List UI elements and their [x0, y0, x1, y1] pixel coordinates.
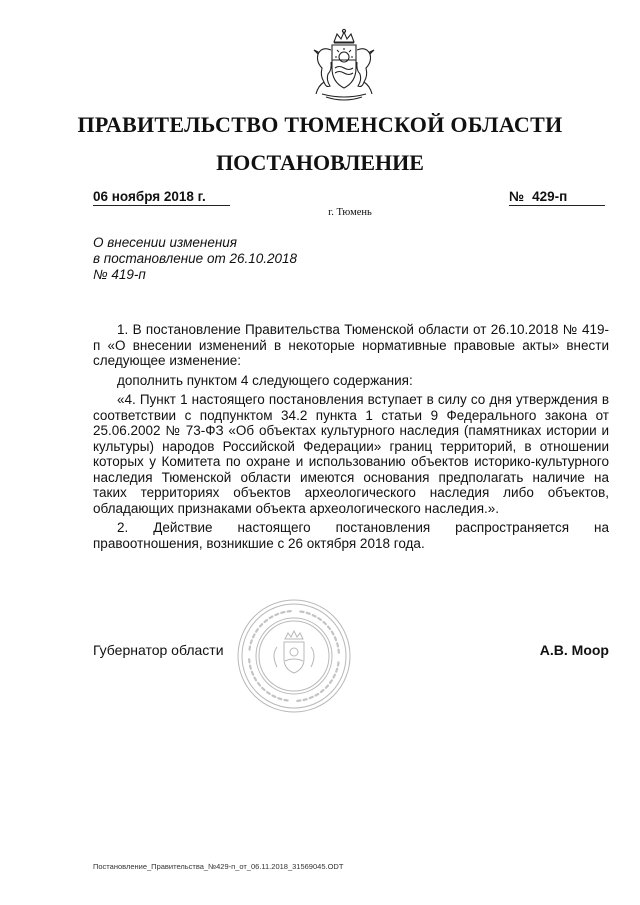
subject-line: в постановление от 26.10.2018: [93, 251, 298, 266]
paragraph-1: 1. В постановление Правительства Тюменской области от 26.10.2018 № 419-п «О внесении изменений в некоторые нормативные правовые акты» внести следующее изменение:: [93, 322, 609, 368]
number-label: №: [509, 189, 525, 204]
seal-lettering-mark: [251, 640, 252, 643]
document-type: ПОСТАНОВЛЕНИЕ: [216, 150, 424, 175]
seal-lettering-mark: [335, 637, 336, 640]
seal-lettering-mark: [281, 612, 284, 613]
seal-lettering-mark: [313, 615, 316, 616]
paragraph-2: дополнить пунктом 4 следующего содержания:: [117, 372, 413, 388]
signatory-position: Губернатор области: [93, 642, 224, 658]
seal-lettering-mark: [332, 632, 334, 635]
seal-lettering-mark: [337, 643, 338, 646]
paragraph-3: «4. Пункт 1 настоящего постановления вступает в силу со дня утверждения в соответствии с подпунктом 34.2 пункта 1 статьи 9 Федерального закона от 25.06.2002 № 73-ФЗ «Об объектах культурного наследия (памятниках истории и культуры) народов Российской Федерации» границ территорий, в отношении которых у Комитета по охране и использованию объектов историко-культурного наследия Тюменской области имеются основания предполагать наличие на таких территориях объектов археологического наследия либо объектов, обладающих признаками объекта археологического наследия.».: [93, 392, 609, 516]
seal-lettering-mark: [338, 662, 339, 665]
seal-lettering-mark: [275, 614, 278, 615]
seal-lettering-mark: [278, 698, 281, 699]
paragraph-4: 2. Действие настоящего постановления распространяется на правоотношения, возникшие с 26 октября 2018 года.: [93, 520, 609, 551]
seal-lettering-mark: [273, 696, 276, 697]
signatory-name: А.В. Моор: [539, 642, 609, 658]
number-value: 429-п: [532, 189, 568, 204]
seal-lettering-mark: [310, 697, 313, 698]
seal-lettering-mark: [300, 612, 303, 613]
seal-lettering-mark: [252, 672, 253, 675]
seal-lettering-mark: [253, 635, 254, 638]
seal-lettering-mark: [260, 624, 262, 626]
seal-lettering-mark: [328, 627, 330, 630]
official-seal-icon: [235, 597, 353, 715]
seal-lettering-mark: [270, 617, 273, 619]
seal-lettering-mark: [262, 688, 264, 690]
seal-lettering-mark: [256, 629, 258, 632]
seal-lettering-mark: [334, 675, 335, 678]
subject-line: О внесении изменения: [93, 235, 238, 250]
seal-lettering-mark: [265, 620, 268, 622]
seal-lettering-mark: [324, 622, 326, 624]
seal-lettering-mark: [318, 618, 321, 620]
document-body: [93, 322, 609, 555]
seal-lettering-mark: [326, 686, 328, 688]
organization-title: ПРАВИТЕЛЬСТВО ТЮМЕНСКОЙ ОБЛАСТИ: [77, 112, 563, 137]
seal-lettering-mark: [285, 700, 288, 701]
seal-lettering-mark: [267, 692, 270, 694]
seal-lettering-mark: [307, 613, 310, 614]
seal-lettering-mark: [258, 683, 260, 686]
seal-lettering-mark: [336, 669, 337, 672]
seal-lettering-mark: [255, 678, 257, 681]
seal-lettering-mark: [304, 699, 307, 700]
seal-lettering-mark: [250, 647, 251, 650]
footer-filename: Постановление_Правительства_№429-п_от_06.11.2018_31569045.ODT: [93, 862, 344, 871]
city: г. Тюмень: [328, 207, 372, 218]
seal-lettering-mark: [321, 690, 324, 692]
document-number: [509, 189, 605, 206]
document-date: 06 ноября 2018 г.: [93, 189, 230, 206]
subject-line: № 419-п: [93, 267, 146, 282]
seal-lettering-mark: [330, 680, 332, 683]
seal-lettering-mark: [316, 694, 319, 696]
document-subject: [93, 235, 353, 283]
coat-of-arms-icon: [304, 24, 384, 104]
seal-lettering-mark: [250, 666, 251, 669]
